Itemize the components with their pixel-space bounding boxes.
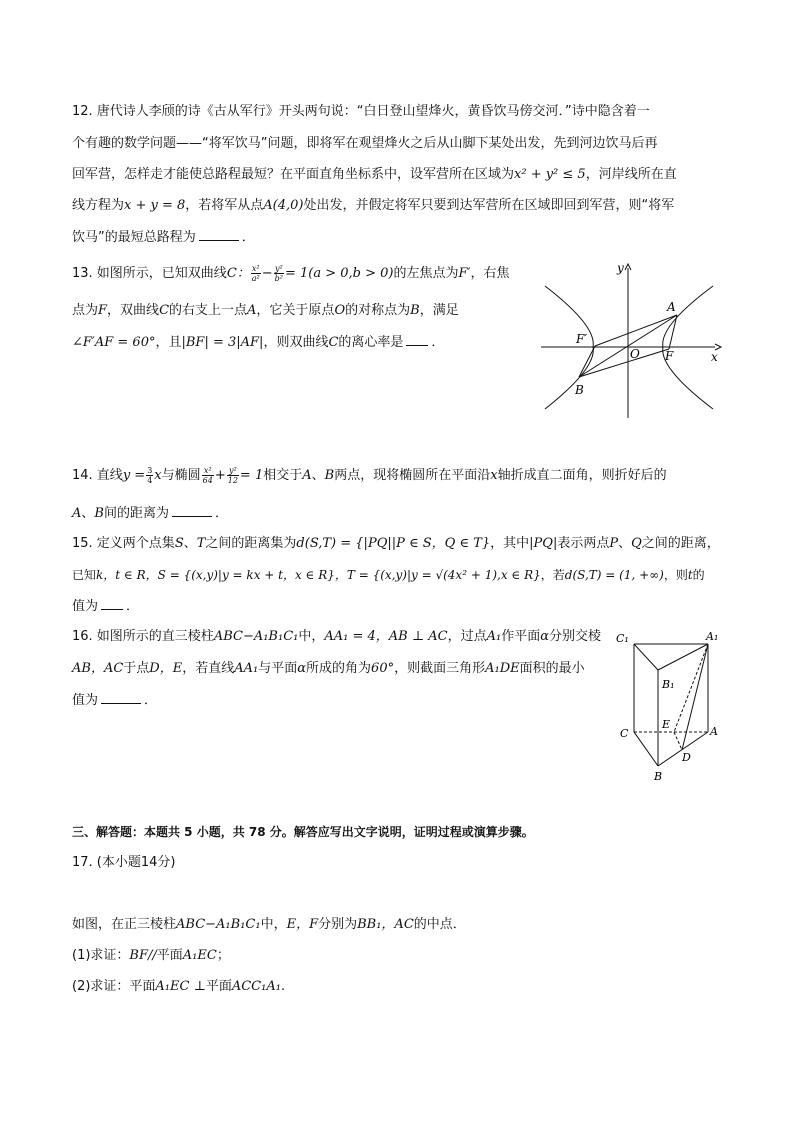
label-B1: B₁ [662, 678, 675, 691]
q16-text: ． [144, 693, 158, 708]
q13-text: ，右焦 [470, 266, 510, 281]
q16-text: 作平面 [501, 629, 541, 644]
fraction-3-4: $\frac{3}{4}$ [147, 466, 153, 485]
q12-text: ，若将军从点 [185, 198, 264, 213]
q16-math: ABC−A₁B₁C₁ [213, 629, 299, 644]
q13-text: 的离心率是 [338, 335, 404, 350]
label-x: x [711, 350, 718, 364]
q12-text: 线方程为 [72, 198, 125, 213]
label-O: O [630, 347, 640, 361]
fraction-y2-12: $\frac{\text{y²}}{12}$ [227, 466, 238, 485]
label-F-prime: F′ [576, 332, 588, 346]
edge-C1-B1 [634, 644, 658, 670]
answer-blank [406, 333, 428, 346]
q12-math: x² + y² ≤ 5 [514, 167, 586, 182]
q13-math: F [98, 303, 108, 318]
q13-line-3 [72, 333, 444, 352]
q16-text: 中， [298, 629, 325, 644]
q15-text: 15. 定义两个点集 [72, 536, 175, 551]
label-E: E [662, 718, 671, 731]
q14-math: y = [122, 468, 146, 483]
label-B: B [654, 770, 663, 783]
q14-text: 两点，现将椭圆所在平面沿 [334, 468, 491, 483]
q14-math: x [154, 468, 162, 483]
label-y: y [617, 261, 624, 275]
q13-text: ，它关于原点 [256, 303, 335, 318]
q15-text: 之间的距离， [641, 536, 720, 551]
q13-math: C： [226, 266, 250, 281]
q16-math: A₁ [486, 629, 502, 644]
q13-line-1: 13. 如图所示，已知双曲线C： $\frac{\text{x²}}{\text{a²}}$ − $\frac{\text{y²}}{\text{b²}}$ = 1(a > 0,b > 0)的左焦点为F′，右焦 [72, 264, 510, 283]
q15-line-1 [72, 535, 720, 553]
q12-text: ，河岸线所在直 [585, 167, 677, 182]
q13-text: ． [431, 335, 445, 350]
q17-line-3 [72, 978, 285, 996]
q15-text: 值为 [72, 599, 99, 614]
q16-math: 60° [371, 661, 395, 676]
q13-text: ，满足 [419, 303, 459, 318]
q13-math: C [159, 303, 170, 318]
q17-text: . [280, 979, 286, 994]
q17-math: E，F [286, 917, 319, 932]
q16-text: 所成的角为 [306, 661, 372, 676]
edge-B1-A1 [658, 644, 708, 670]
q15-math: d(S,T) = (1, +∞) [564, 568, 664, 582]
q15-math: k，t ∈ R，S = {(x,y)|y = kx + t，x ∈ R}，T = {(x,y)|y = √(4x² + 1),x ∈ R} [96, 568, 541, 582]
q14-text: 、 [311, 468, 325, 483]
q17-text: 分别为 [318, 917, 358, 932]
fraction-x2-64: $\frac{\text{x²}}{64}$ [202, 466, 213, 485]
q13-text: 13. 如图所示，已知双曲线 [72, 266, 227, 281]
q15-text: 、 [618, 536, 632, 551]
q14-text: 、 [81, 506, 95, 521]
q15-text: 的 [692, 568, 705, 582]
q17-heading: 17. (本小题14分) [72, 855, 176, 870]
q17-text: 平面 [156, 948, 183, 963]
q14-text: 14. 直线 [72, 468, 123, 483]
q13-math: A [247, 303, 257, 318]
q17-text: 中， [260, 917, 287, 932]
q16-text: ，则截面三角形 [394, 661, 486, 676]
q16-text: 分别交棱 [548, 629, 601, 644]
q13-text: ，则双曲线 [263, 335, 329, 350]
q12-line-2: 个有趣的数学问题——“将军饮马”问题，即将军在观望烽火之后从山脚下某处出发，先到河边饮马后再 [72, 136, 658, 151]
q16-text: 值为 [72, 693, 99, 708]
q12-text: 回军营，怎样走才能使总路程最短？在平面直角坐标系中，设军营所在区域为 [72, 167, 515, 182]
fraction-x2-a2: $\frac{\text{x²}}{\text{a²}}$ [251, 264, 260, 283]
q15-text: 已知 [72, 568, 97, 582]
label-A: A [710, 725, 718, 738]
q15-math: d(S,T) = {|PQ||P ∈ S，Q ∈ T} [296, 536, 491, 551]
fraction-y2-b2: $\frac{\text{y²}}{\text{b²}}$ [274, 264, 283, 283]
q12-line-3 [72, 166, 677, 184]
q17-text: 平面 [205, 979, 232, 994]
answer-blank [199, 228, 239, 241]
q12-math: x + y = 8 [124, 198, 186, 213]
q15-line-3 [72, 597, 139, 616]
q13-math: = 1(a > 0,b > 0) [284, 266, 394, 281]
q14-line-2 [72, 504, 228, 523]
q16-text: 于点 [123, 661, 150, 676]
label-F: F [665, 349, 674, 363]
q14-math: B [324, 468, 335, 483]
segment-E-D [674, 732, 682, 750]
q12-text: 处出发，并假定将军只要到达军营所在区域即回到军营，则“将军 [303, 198, 675, 213]
q12-math: A(4,0) [263, 198, 304, 213]
q15-text: 、 [183, 536, 197, 551]
q15-text: ． [126, 599, 140, 614]
q16-text: 与平面 [258, 661, 298, 676]
label-A: A [667, 300, 676, 314]
q17-math: A₁EC ⊥ [155, 979, 206, 994]
q14-math: B [94, 506, 104, 521]
q14-math: = 1 [239, 468, 264, 483]
q14-text: ． [214, 506, 228, 521]
hyperbola-figure [535, 256, 730, 421]
q16-math: A₁DE [485, 661, 520, 676]
q17-text: (2)求证：平面 [72, 979, 156, 994]
q15-math: |PQ| [529, 536, 558, 551]
q15-text: ，则 [663, 568, 688, 582]
q13-text: 的左焦点为 [393, 266, 459, 281]
q16-math: D，E [149, 661, 183, 676]
q16-line-1 [72, 628, 601, 646]
q16-math: α [540, 629, 549, 644]
q13-math: F′ [458, 266, 471, 281]
q17-text: 如图，在正三棱柱 [72, 917, 177, 932]
label-A1: A₁ [706, 630, 719, 643]
q13-math: O [334, 303, 346, 318]
q13-text: 的对称点为 [345, 303, 411, 318]
q16-math: AA₁ = 4，AB ⊥ AC [324, 629, 448, 644]
q14-text: 与椭圆 [161, 468, 201, 483]
q14-math: A [302, 468, 312, 483]
q17-text: ； [216, 948, 230, 963]
q16-text: ，若直线 [182, 661, 235, 676]
q16-math: AA₁ [234, 661, 259, 676]
q15-line-2 [72, 566, 705, 584]
q13-math: |BF| = 3|AF| [181, 335, 264, 350]
q15-text: ，若 [540, 568, 565, 582]
q13-text: ，双曲线 [107, 303, 160, 318]
q14-text: 间的距离为 [103, 506, 169, 521]
q15-math: t [687, 568, 693, 582]
q17-line-2 [72, 947, 230, 965]
q13-text: ，且 [155, 335, 182, 350]
q13-text: 点为 [72, 303, 99, 318]
q15-math: T [196, 536, 206, 551]
answer-blank [101, 691, 141, 704]
q15-text: 表示两点 [557, 536, 610, 551]
q17-line-1 [72, 916, 466, 934]
label-C: C [620, 727, 629, 740]
q15-math: S [174, 536, 184, 551]
segment-A-F [669, 315, 677, 349]
q15-math: P [609, 536, 619, 551]
q17-math: BF// [129, 948, 157, 963]
q15-math: Q [631, 536, 642, 551]
q17-math: A₁EC [182, 948, 217, 963]
segment-B-F [579, 349, 669, 377]
q14-text: 相交于 [263, 468, 303, 483]
q12-line-5 [72, 228, 255, 247]
q16-line-2 [72, 660, 585, 678]
q13-math: B [410, 303, 420, 318]
q17-math: ABC−A₁B₁C₁ [176, 917, 261, 932]
q17-math: BB₁，AC [357, 917, 414, 932]
q16-line-3 [72, 691, 157, 710]
label-B: B [575, 383, 584, 397]
q15-text: 之间的距离集为 [205, 536, 297, 551]
q13-math: ∠F′AF = 60° [72, 335, 156, 350]
answer-blank [101, 597, 123, 610]
q12-text: ． [241, 230, 255, 245]
label-C1: C₁ [616, 632, 629, 645]
q16-math: α [297, 661, 307, 676]
q13-line-2 [72, 302, 459, 320]
q14-math: A [72, 506, 82, 521]
q13-math: C [328, 335, 339, 350]
section-3-title: 三、解答题：本题共 5 小题，共 78 分。解答应写出文字说明，证明过程或演算步骤。 [72, 825, 534, 839]
label-D: D [682, 751, 691, 764]
q16-text: ，过点 [447, 629, 487, 644]
q17-math: ACC₁A₁ [231, 979, 281, 994]
q14-math: x [490, 468, 498, 483]
q13-text: 的右支上一点 [169, 303, 248, 318]
q16-text: 16. 如图所示的直三棱柱 [72, 629, 214, 644]
prism-figure [612, 624, 730, 786]
q12-text: 饮马”的最短总路程为 [72, 230, 196, 245]
q17-text: 的中点． [413, 917, 466, 932]
segment-A1-E [674, 644, 708, 732]
edge-C-B [634, 732, 658, 766]
q12-line-1: 12. 唐代诗人李颀的诗《古从军行》开头两句说：“白日登山望烽火，黄昏饮马傍交河．”诗中隐含着一 [72, 104, 650, 119]
q16-text: 面积的最小 [519, 661, 585, 676]
answer-blank [172, 504, 212, 517]
q14-line-1: 14. 直线y = $\frac{3}{4}$ x与椭圆 $\frac{\text{x²}}{64}$ + $\frac{\text{y²}}{12}$ = 1相交于A、B两点，现将椭圆所在平面沿x轴折成直二面角，则折好后的 [72, 466, 667, 485]
q14-text: 轴折成直二面角，则折好后的 [497, 468, 667, 483]
q15-text: ，其中 [490, 536, 530, 551]
q16-math: AB，AC [72, 661, 124, 676]
q12-line-4 [72, 197, 674, 215]
q17-text: (1)求证： [72, 948, 130, 963]
